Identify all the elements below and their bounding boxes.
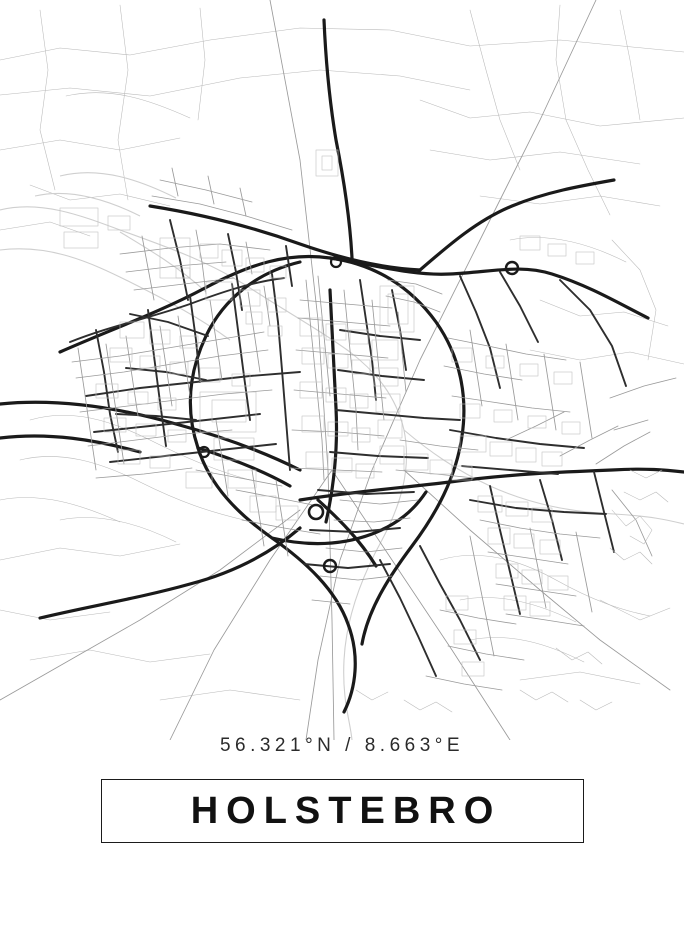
city-name: HOLSTEBRO [190,790,502,832]
coordinates-label: 56.321°N / 8.663°E [219,735,465,756]
roundabouts [199,257,518,572]
background-lanes [0,5,684,700]
city-title-box [101,779,584,843]
poster-caption [0,735,684,843]
cul-de-sac-clusters [356,470,668,712]
